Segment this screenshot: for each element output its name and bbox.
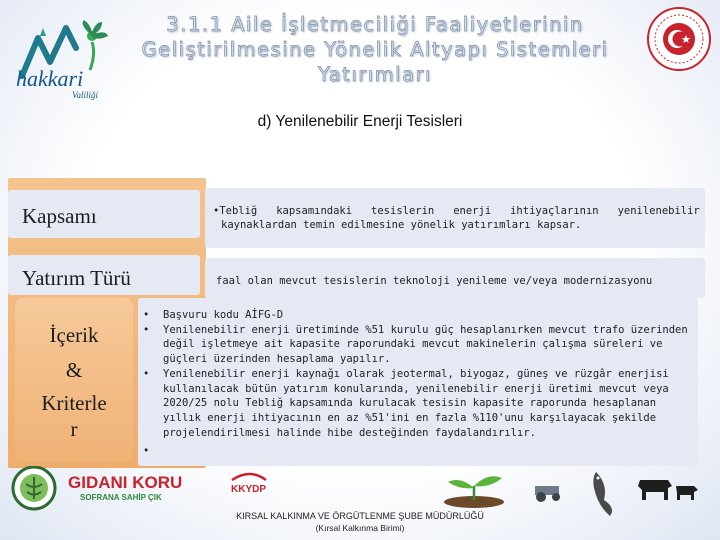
list-item [143,323,688,367]
bullet-marker: • [143,323,150,336]
svg-text:KKYDP: KKYDP [231,484,267,495]
gidani-koru-logo [68,473,182,502]
livestock-icon [638,480,698,500]
svg-text:SOFRANA SAHİP ÇIK: SOFRANA SAHİP ÇIK [80,493,162,502]
criteria-label [15,318,133,440]
kapsam-text-line-2: kaynaklardan temin edilmesine yönelik yatırımları kapsar. [221,219,582,231]
kapsam-text-line-1: •Tebliğ kapsamındaki tesislerin enerji ihtiyaçlarının yenilenebilir [213,205,700,217]
bullet-marker: • [143,445,150,458]
footer [0,510,720,534]
list-item [143,367,688,441]
svg-text:Valiliği: Valiliği [72,90,99,100]
hakkari-logo-graphic [10,14,132,100]
title-line-1: 3.1.1 Aile İşletmeciliği Faaliyetlerinin [166,13,584,36]
yatirim-label: Yatırım Türü [22,266,131,290]
kapsam-text [213,204,701,232]
kapsam-label: Kapsamı [22,204,97,228]
criteria-item-text: Yenilenebilir enerji kaynağı olarak jeotermal, biyogaz, güneş ve rüzgâr enerjisi kullanılacak bütün yatırım konularında, yenilenebilir enerji üretimi mevcut veya 2020/25 nolu Tebliğ kapsamında kurulacak tesisin kapasite raporunda hesaplanan yıllık enerji ihtiyacının en az %51'ini en fazla %110'unu karşılayacak şekilde projelendirilmesi halinde hibe desteğinden faydalandırılır. [163,367,669,439]
criteria-label-line-3: Kriterle [41,391,107,415]
criteria-item-text: Başvuru kodu AİFG-D [163,309,284,321]
tractor-icon [535,486,560,502]
svg-text:GIDANI KORU: GIDANI KORU [68,473,183,492]
section-subtitle: d) Yenilenebilir Enerji Tesisleri [257,113,463,130]
title-line-2: Geliştirilmesine Yönelik Altyapı Sistemleri [141,38,609,61]
yatirim-text: faal olan mevcut tesislerin teknoloji yenileme ve/veya modernizasyonu [216,275,653,287]
title-line-3: Yatırımları [318,63,432,86]
seal-graphic [646,6,712,72]
criteria-item-text: Yenilenebilir enerji üretiminde %51 kurulu güç hesaplanırken mevcut trafo üzerinden değil işletmeye ait kapasite raporundaki mevcut makinelerin çalışma süreleri ve güçleri üzerinden hesaplama yapılır. [163,323,688,366]
hakkari-valiligi-logo [10,14,132,100]
page-title [140,12,610,87]
list-item [143,308,688,323]
criteria-list [143,308,688,458]
criteria-label-line-2: & [65,358,83,382]
bullet-marker: • [143,309,150,321]
kkydp-logo [231,474,266,495]
criteria-label-line-1: İçerik [49,323,99,347]
svg-text:hakkari: hakkari [16,66,84,91]
plant-seedling-icon [444,476,504,508]
ministry-seal-logo [646,6,712,72]
ministry-round-logo-icon [13,467,55,509]
footer-unit: (Kırsal Kalkınma Birimi) [315,523,405,533]
footer-logos-graphic [0,466,720,516]
footer-department: KIRSAL KALKINMA VE ÖRGÜTLENME ŞUBE MÜDÜRLÜĞÜ [236,511,484,521]
criteria-label-line-4: r [70,417,78,441]
bullet-marker: • [143,367,150,380]
footer-logo-strip [0,466,720,516]
